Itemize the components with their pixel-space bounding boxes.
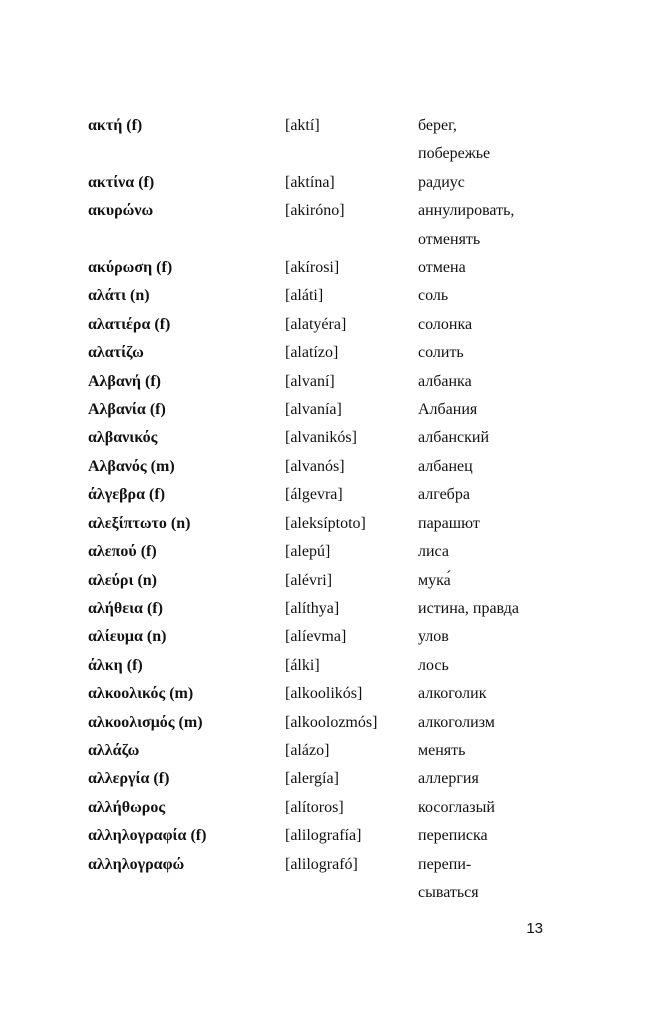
translation-line: косоглазый xyxy=(418,798,495,816)
russian-translation xyxy=(418,851,558,908)
translation-line: менять xyxy=(418,741,466,759)
greek-word: αλεύρι (n) xyxy=(88,571,158,589)
transcription: [alítoros] xyxy=(285,798,344,816)
greek-word: Αλβανός (m) xyxy=(88,457,175,475)
translation-line: албанка xyxy=(418,372,472,390)
greek-word: αλκοολισμός (m) xyxy=(88,713,203,731)
transcription: [akiróno] xyxy=(285,202,345,220)
transcription: [alergía] xyxy=(285,770,339,788)
greek-word: αλεξίπτωτο (n) xyxy=(88,514,191,532)
greek-word: Αλβανία (f) xyxy=(88,401,166,419)
translation-line: радиус xyxy=(418,173,465,191)
page-number: 13 xyxy=(526,920,543,937)
greek-word: ακυρώνω xyxy=(88,202,154,220)
greek-word: αλεπού (f) xyxy=(88,543,157,561)
greek-word: ακύρωση (f) xyxy=(88,259,173,277)
translation-line: берег, xyxy=(418,117,457,134)
translation-line: алкоголик xyxy=(418,685,487,703)
russian-translation xyxy=(418,112,558,169)
transcription: [alatízo] xyxy=(285,344,339,362)
translation-line: истина, правда xyxy=(418,599,519,617)
transcription: [alvanós] xyxy=(285,457,345,475)
translation-line: аллергия xyxy=(418,770,479,788)
russian-translation xyxy=(418,822,558,850)
dictionary-entry xyxy=(88,453,558,481)
transcription: [alatyéra] xyxy=(285,315,347,333)
dictionary-entry xyxy=(88,538,558,566)
dictionary-entry xyxy=(88,481,558,509)
translation-line: побережье xyxy=(418,145,491,163)
dictionary-entry xyxy=(88,424,558,452)
russian-translation xyxy=(418,567,558,595)
greek-word: ακτή (f) xyxy=(88,117,143,134)
dictionary-entry xyxy=(88,197,558,254)
greek-word: αλλεργία (f) xyxy=(88,770,170,788)
transcription: [alepú] xyxy=(285,543,331,561)
translation-line: албанский xyxy=(418,429,490,447)
transcription: [alévri] xyxy=(285,571,333,589)
dictionary-entry xyxy=(88,709,558,737)
greek-word: αλατιέρα (f) xyxy=(88,315,171,333)
transcription: [alíevma] xyxy=(285,628,347,646)
russian-translation xyxy=(418,311,558,339)
dictionary-entry xyxy=(88,169,558,197)
russian-translation xyxy=(418,169,558,197)
translation-line: алкоголизм xyxy=(418,713,495,731)
russian-translation xyxy=(418,339,558,367)
greek-word: αλατίζω xyxy=(88,344,144,362)
russian-translation xyxy=(418,538,558,566)
russian-translation xyxy=(418,197,558,254)
transcription: [alíthya] xyxy=(285,599,340,617)
translation-line: солонка xyxy=(418,315,473,333)
greek-word: αλήθεια (f) xyxy=(88,599,163,617)
greek-word: αλληλογραφία (f) xyxy=(88,827,207,845)
dictionary-entry xyxy=(88,368,558,396)
translation-line: лиса xyxy=(418,543,449,561)
translation-line: мука́ xyxy=(418,571,451,589)
dictionary-entry xyxy=(88,737,558,765)
greek-word: αλκοολικός (m) xyxy=(88,685,194,703)
transcription: [alilografó] xyxy=(285,855,358,873)
dictionary-entry xyxy=(88,510,558,538)
dictionary-entry xyxy=(88,680,558,708)
greek-word: αλληλογραφώ xyxy=(88,855,185,873)
greek-word: άλκη (f) xyxy=(88,656,143,674)
dictionary-entry xyxy=(88,822,558,850)
russian-translation xyxy=(418,680,558,708)
translation-line: аннулировать, xyxy=(418,202,515,220)
translation-line: перепи- xyxy=(418,855,472,873)
russian-translation xyxy=(418,396,558,424)
russian-translation xyxy=(418,737,558,765)
russian-translation xyxy=(418,481,558,509)
dictionary-entry xyxy=(88,339,558,367)
greek-word: αλβανικός xyxy=(88,429,158,447)
dictionary-entry xyxy=(88,282,558,310)
russian-translation xyxy=(418,623,558,651)
translation-line: сываться xyxy=(418,883,479,901)
greek-word: ακτίνα (f) xyxy=(88,173,155,191)
transcription: [alilografía] xyxy=(285,827,362,845)
dictionary-entry xyxy=(88,652,558,680)
dictionary-entry xyxy=(88,254,558,282)
greek-word: αλλήθωρος xyxy=(88,798,166,816)
russian-translation xyxy=(418,282,558,310)
dictionary-entry xyxy=(88,851,558,908)
russian-translation xyxy=(418,510,558,538)
greek-word: άλγεβρα (f) xyxy=(88,486,166,504)
dictionary-entry xyxy=(88,567,558,595)
transcription: [aleksíptoto] xyxy=(285,514,366,532)
translation-line: солить xyxy=(418,344,464,362)
russian-translation xyxy=(418,368,558,396)
transcription: [alkoolozmós] xyxy=(285,713,378,731)
dictionary-entry xyxy=(88,765,558,793)
greek-word: Αλβανή (f) xyxy=(88,372,161,390)
russian-translation xyxy=(418,424,558,452)
transcription: [alkoolikós] xyxy=(285,685,363,703)
russian-translation xyxy=(418,709,558,737)
greek-word: αλάτι (n) xyxy=(88,287,150,305)
transcription: [alázo] xyxy=(285,741,330,759)
translation-line: Албания xyxy=(418,401,478,419)
transcription: [álki] xyxy=(285,656,320,674)
russian-translation xyxy=(418,595,558,623)
transcription: [aktí] xyxy=(285,117,320,134)
greek-word: αλίευμα (n) xyxy=(88,628,167,646)
dictionary-entry xyxy=(88,396,558,424)
transcription: [alvaní] xyxy=(285,372,335,390)
translation-line: отменять xyxy=(418,230,481,248)
transcription: [aktína] xyxy=(285,173,335,191)
translation-line: алгебра xyxy=(418,486,470,504)
russian-translation xyxy=(418,652,558,680)
translation-line: парашют xyxy=(418,514,480,532)
dictionary-entry xyxy=(88,311,558,339)
greek-word: αλλάζω xyxy=(88,741,140,759)
translation-line: улов xyxy=(418,628,449,646)
transcription: [aláti] xyxy=(285,287,324,305)
dictionary-entry xyxy=(88,595,558,623)
dictionary-entry xyxy=(88,794,558,822)
russian-translation xyxy=(418,765,558,793)
dictionary-entry xyxy=(88,112,558,169)
transcription: [akírosi] xyxy=(285,259,340,277)
transcription: [alvanikós] xyxy=(285,429,357,447)
russian-translation xyxy=(418,794,558,822)
dictionary-entries xyxy=(88,112,558,907)
russian-translation xyxy=(418,254,558,282)
translation-line: лось xyxy=(418,656,449,674)
translation-line: отмена xyxy=(418,259,466,277)
transcription: [álgevra] xyxy=(285,486,343,504)
translation-line: албанец xyxy=(418,457,473,475)
russian-translation xyxy=(418,453,558,481)
translation-line: переписка xyxy=(418,827,488,845)
transcription: [alvanía] xyxy=(285,401,342,419)
dictionary-entry xyxy=(88,623,558,651)
translation-line: соль xyxy=(418,287,449,305)
